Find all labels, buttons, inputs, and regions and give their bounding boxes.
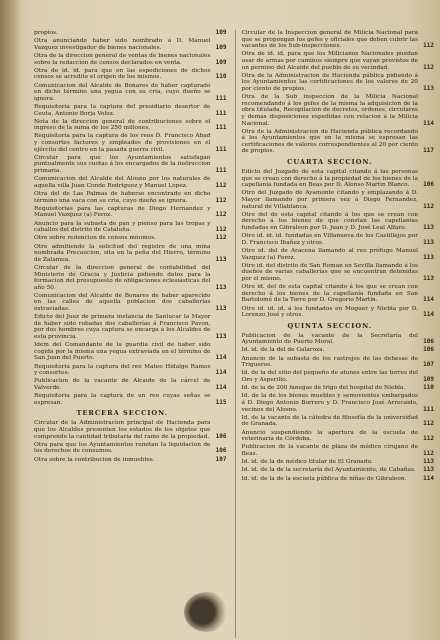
entry-text: Publicacion de la vacante de la Secretaría del Ayuntamiento de Puerto Moral. [241, 332, 418, 346]
index-entry [34, 155, 227, 175]
section-heading-cuarta: CUARTA SECCION. [287, 158, 373, 167]
entry-text: Idem del Comandante de la guardia civil de haber sido cogida por la misma una yegua extraviada en el término de San Juan del Puerto. [34, 342, 211, 362]
entry-text: Requisitoria para la captura de los reos D. Francisco Abad y consortes factores y empleados de provisiones en el ejército del centro en la pasada guerra civil. [34, 133, 211, 153]
index-columns [34, 30, 434, 638]
right-entries-end [242, 333, 435, 482]
entry-page-number: 112 [423, 202, 434, 210]
entry-page-number: 112 [423, 435, 434, 443]
index-entry [34, 68, 227, 81]
binding-spine [0, 0, 22, 640]
entry-text: Anuncio suspendiendo la apertura de la escuela de veterinaria de Córdoba. [241, 429, 418, 443]
entry-page-number: 111 [215, 94, 227, 102]
entry-text: Otra del de Las Palmas de haberse encontrado en dicho término una vaca con su cria, cuyo dueño se ignora. [34, 191, 211, 204]
entry-page-number: 112 [423, 42, 434, 50]
index-entry [242, 51, 435, 71]
index-entry [34, 364, 227, 377]
index-entry [34, 133, 227, 153]
entry-page-number: 111 [215, 109, 227, 117]
index-entry [242, 476, 435, 483]
index-entry [242, 333, 435, 346]
entry-page-number: 109 [215, 58, 227, 66]
entry-page-number: 115 [215, 398, 227, 406]
entry-text: Circular para que los Ayuntamientos satisfagan puntualmente sus cuotas á los encargados de la instruccion primaria. [34, 154, 211, 175]
index-entry [242, 212, 435, 232]
index-entry [242, 169, 435, 189]
index-entry [242, 30, 435, 50]
entry-page-number: 114 [423, 296, 434, 304]
entry-text: Id. id. de la de la secretaría del Ayuntamiento, de Cabañas. [241, 467, 416, 474]
index-entry [34, 221, 227, 234]
index-entry [242, 467, 435, 474]
index-entry [242, 430, 435, 443]
index-entry [242, 190, 435, 210]
entry-page-number: 107 [215, 455, 227, 463]
entry-page-number: 106 [423, 346, 434, 354]
right-entries-mid [242, 169, 435, 319]
entry-text: Id. id. de la del de Galaroza. [241, 347, 325, 354]
index-entry [34, 342, 227, 362]
index-entry [34, 206, 227, 219]
entry-text: Otra de id. id. para que los Milicianos Nacionales puedan usar de armas por caminos siempre que vayan provistos de un permiso del Alcalde del pueblo de su vecindad. [241, 51, 418, 71]
index-entry [34, 119, 227, 132]
index-entry [242, 263, 435, 283]
left-entries-after [34, 420, 227, 463]
entry-text: Circular de la direccion general de contabilidad del Ministerio de Gracia y Justicia pidiendo datos para la formacion del presupuesto de obligaciones eclesiásticas del año 50. [34, 264, 211, 291]
entry-page-number: 109 [215, 29, 227, 36]
entry-text: Comunicacion del Alcalde del Alosno por los naturales de aquella villa Juan Conde Rodriguez y Manuel Lopez. [34, 176, 211, 189]
index-entry [34, 104, 227, 117]
index-entry [34, 393, 227, 406]
entry-text: Otro sobre redencion de censos mínimos. [34, 235, 157, 242]
index-entry [242, 284, 435, 304]
entry-text: Otro del Juzgado de Ayamonte citando y emplazando á D. Mayor llamando por primera vez á Diego Fernandez, natural de Villablanca. [241, 190, 418, 210]
index-entry [242, 306, 435, 319]
ink-stain [184, 592, 230, 632]
entry-text: propios. [34, 30, 58, 36]
entry-text: Otra para que los Ayuntamientos remitan la liquidacion de los derechos de consumos. [34, 441, 211, 455]
entry-page-number: 112 [423, 63, 434, 71]
entry-text: Id. id. de la de la escuela pública de niñas de Gibraleon. [241, 475, 407, 482]
index-entry [34, 265, 227, 291]
entry-page-number: 114 [423, 119, 434, 127]
right-entries [242, 30, 435, 155]
entry-page-number: 107 [423, 361, 434, 369]
entry-page-number: 112 [215, 181, 227, 189]
entry-page-number: 109 [423, 376, 434, 384]
entry-page-number: 106 [215, 432, 227, 440]
index-entry [242, 393, 435, 413]
right-column [235, 30, 435, 638]
entry-page-number: 114 [215, 354, 227, 362]
entry-text: Otra de la direccion general de ventas de bienes nacionales sobre la redaccion de censos declarados en venta. [34, 52, 211, 66]
entry-text: Nota de la direccion general de contribuciones sobre el ingreso de la suma de los 250 millones. [34, 118, 211, 132]
entry-text: Comunicacion del Alcalde de Bonares de haber aparecido en las calles de aquella poblacion dos caballerías extraviadas. [34, 292, 211, 313]
entry-page-number: 106 [423, 181, 434, 189]
entry-text: Edicto del Juzgado de esta capital citando á las personas que se crean con derecho á la propiedad de los bienes de la capellanía fundada en Beas por D. Alonso Martin Blanco. [241, 169, 418, 189]
index-entry [242, 370, 435, 383]
entry-text: Otro id. id. id. fundadas en Villanueva de los Castillejos por D. Francisco Ibañez y otros. [241, 233, 418, 246]
entry-page-number: 111 [215, 167, 227, 175]
index-entry [34, 53, 227, 66]
entry-text: Otro id. del distrito de San Roman en Sevilla llamando á los dueños de varias caballerías que se encuentran detenidas por el mismo. [241, 262, 418, 282]
index-entry [34, 378, 227, 391]
entry-page-number: 113 [215, 333, 227, 341]
entry-page-number: 113 [215, 283, 227, 291]
entry-page-number: 113 [423, 458, 434, 466]
entry-text: Otra de la Sub inspeccion de la Milicia Nacional recomendando á los gefes de la misma la adquisicion de la obra titulada, Recopilacion de decretos, ordenes, circulares y demas disposiciones espedidas con relacion á la Milicia Nacional. [241, 94, 418, 127]
index-entry [34, 30, 227, 37]
index-entry [242, 73, 435, 93]
entry-page-number: 106 [423, 338, 434, 346]
index-entry [242, 129, 435, 155]
entry-text: Publicacion de la vacante de plaza de médico cirujano de Beas. [241, 444, 418, 457]
entry-text: Id. de la de los bienes muebles y semovientes embargados á D. Diego Antonio Borrero y D. Francisco José Arrecaido, vecinos del Alosno. [241, 393, 418, 413]
entry-page-number: 112 [215, 211, 227, 219]
index-entry [242, 444, 435, 457]
index-entry [34, 314, 227, 340]
entry-page-number: 110 [215, 73, 227, 81]
left-column [34, 30, 227, 638]
entry-text: Circular de la Inspeccion general de Milicia Nacional para que se propongan los gefes y oficiales que deben cubrir las vacantes de los Sub-inspecciones. [241, 30, 418, 50]
entry-text: Comunicacion del Alcalde de Bonares de haber capturado en dicho término una yegua con su cria, cuyo dueño se ignora. [34, 82, 211, 102]
index-entry [34, 83, 227, 103]
index-entry [34, 176, 227, 189]
entry-text: Anuncio para la subasta de pan y pienso para las tropas y caballos del distrito de Cataluña. [34, 220, 211, 234]
entry-text: Otra sobre la contribucion de inmuebles. [34, 456, 155, 463]
entry-text: Otra de la Administracion de Hacienda pública pidiendo á los Ayuntamientos las certificaciones de los valores de 20 por ciento de propios. [241, 72, 418, 92]
index-entry [242, 459, 435, 466]
entry-text: Requisitoria para la captura del presidiario desertor de Ceuta, Antonio Borja Velez. [34, 103, 211, 117]
entry-text: Otra de la Administracion de Hacienda pública recordando á los Ayuntamientos que en la misma se espresan las certificaciones de valores correspondientes al 20 por ciento de propios. [241, 128, 418, 155]
index-entry [34, 191, 227, 204]
index-entry [242, 233, 435, 246]
index-entry [34, 420, 227, 440]
entry-page-number: 112 [215, 196, 227, 204]
entry-page-number: 113 [423, 274, 434, 282]
entry-page-number: 109 [215, 43, 227, 51]
index-entry [242, 385, 435, 392]
index-entry [242, 94, 435, 127]
entry-page-number: 106 [215, 447, 227, 455]
entry-text: Id. de la vacante de la cátedra de filosofía de la universidad de Granada. [241, 414, 418, 428]
entry-page-number: 111 [215, 124, 227, 132]
entry-text: Otro admitiendo la solicitud del registro de una mina nombrada Precaucion, sita en la peña del Hierro, término de Zalamea. [34, 243, 211, 263]
entry-page-number: 113 [423, 253, 434, 261]
entry-page-number: 114 [423, 474, 434, 482]
entry-page-number: 112 [423, 449, 434, 457]
entry-text: Requisitoria para la captura del reo Mateo Hidalgo Ramos y consortes. [34, 363, 211, 377]
left-entries [34, 30, 227, 406]
entry-page-number: 111 [423, 405, 434, 413]
section-heading-tercera: TERCERA SECCION. [76, 409, 169, 418]
entry-page-number: 113 [423, 466, 434, 474]
entry-page-number: 114 [215, 383, 227, 391]
index-entry [34, 442, 227, 455]
entry-page-number: 112 [423, 420, 434, 428]
index-entry [34, 38, 227, 51]
entry-text: Otra de id. id. para que en las espediciones de dichos censos se acredite el origen de los mismos. [34, 67, 211, 81]
entry-page-number: 111 [215, 145, 227, 153]
entry-text: Id. id. de la de médico titular de El Granado. [241, 459, 373, 466]
entry-text: Requisitoria para la captura de un reo cuyas señas se espresan. [34, 393, 211, 406]
index-entry [34, 244, 227, 264]
section-heading-quinta: QUINTA SECCION. [287, 321, 373, 330]
entry-page-number: 113 [423, 84, 434, 92]
entry-text: Circular de la Administracion principal de Hacienda para que los Alcaldes presenten los estados de los objetos que comprende la cantidad tributaria del ramo de la propiedad. [34, 420, 211, 440]
entry-page-number: 113 [423, 224, 434, 231]
index-entry [34, 235, 227, 242]
entry-page-number: 113 [215, 305, 227, 313]
entry-text: Edicto del Juez de primera instancia de Sanlucar la Mayor de haber sido robadas dos caballerías á Francisco Pavon, por dos hombres cuya captura se encarga á los Alcaldes de esta provincia. [34, 314, 211, 341]
entry-text: Id. de la del sitio del pequeño de atunes entre las torres del Oro y Asperillo. [241, 370, 418, 384]
index-entry [242, 347, 435, 354]
index-entry [242, 248, 435, 261]
entry-text: Otra anunciando haber sido nombrado á D. Manuel Vazquez investigador de bienes nacionales. [34, 38, 211, 51]
entry-text: Anuncio de la subasta de los rastrojos de las dehesas de Trigueros. [241, 355, 418, 369]
entry-page-number: 113 [215, 255, 227, 263]
entry-text: Otro id. id. id. á los fundados en Moguer y Niebla por D. Lorenzo José y otros. [241, 305, 418, 319]
index-entry [34, 293, 227, 313]
entry-page-number: 114 [423, 311, 434, 319]
entry-text: Otro del de esta capital citando á los que se crean con derecho á los bienes de que constan las capellanías fundadas en Gibraleon por D. Juan y D. José Leal Alfaro. [241, 211, 418, 231]
entry-page-number: 117 [423, 147, 434, 155]
entry-page-number: 112 [215, 226, 227, 234]
index-entry [242, 415, 435, 428]
entry-page-number: 110 [423, 384, 434, 392]
entry-text: Id. de la de 200 fanegas de trigo del hospital de Niebla. [241, 385, 406, 392]
entry-text: Otro id. del de Aracena llamando al reo prófugo Manuel Vazquez (a) Feroz. [241, 247, 418, 261]
entry-text: Otro id. del de esta capital citando á los que se crean con derecho á los bienes de la capellanía fundada en San Bartolomé de la Torre por D. Gregorio Martin. [241, 284, 418, 304]
entry-text: Requisitorias para las capturas de Diego Hernandez y Manuel Vazquez (a) Feroz. [34, 205, 211, 219]
entry-page-number: 113 [423, 238, 434, 246]
index-entry [34, 457, 227, 464]
entry-page-number: 112 [215, 234, 227, 242]
entry-text: Publicacion de la vacante de Alcaide de la cárcel de Valverde. [34, 378, 211, 391]
index-entry [242, 356, 435, 369]
entry-page-number: 114 [215, 369, 227, 377]
